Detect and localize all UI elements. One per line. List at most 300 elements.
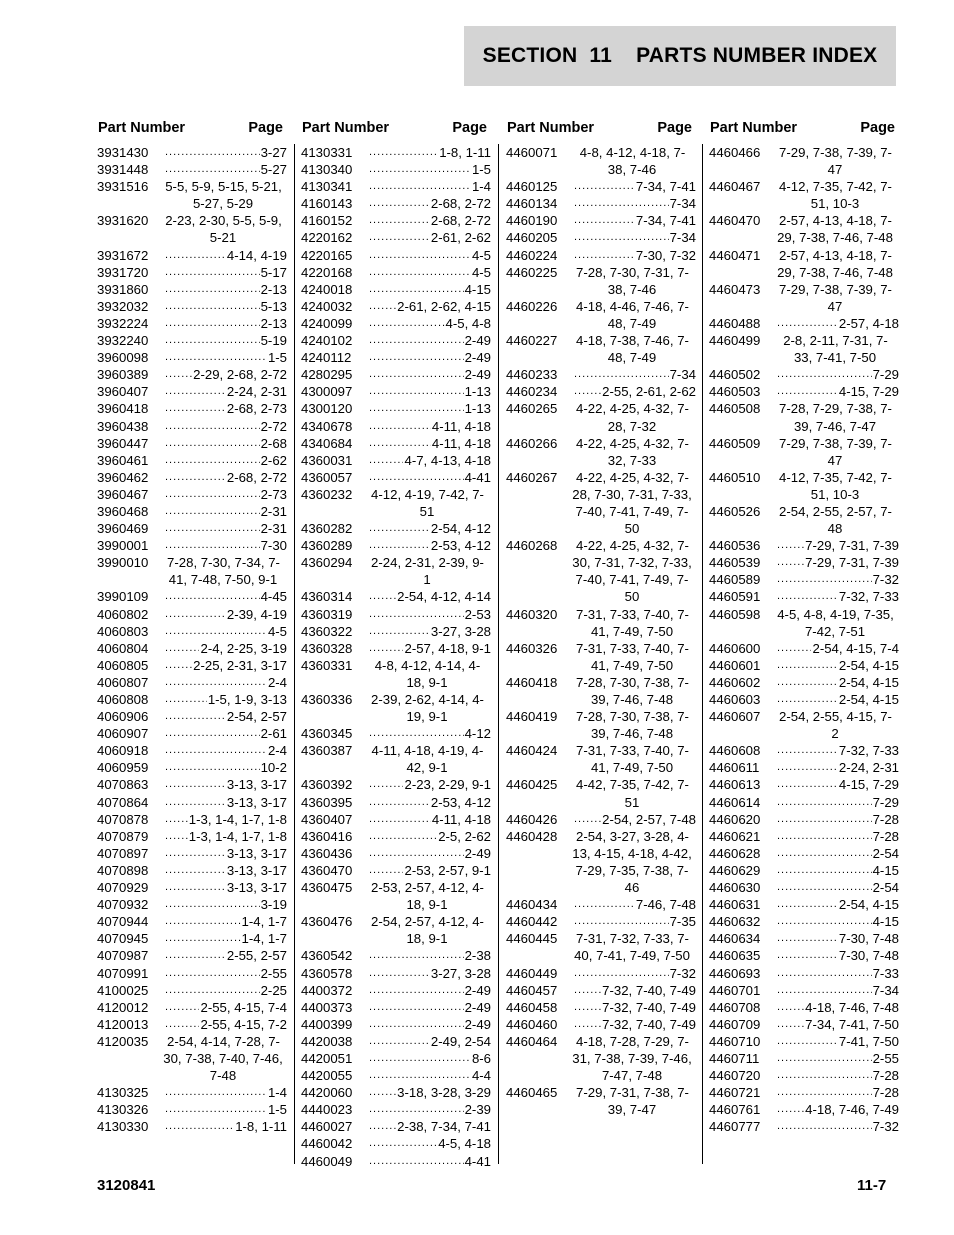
part-number: 4060907 — [97, 726, 149, 742]
page-references — [163, 742, 287, 759]
part-number: 4460460 — [506, 1016, 558, 1032]
index-entry — [97, 178, 287, 212]
dot-leader — [163, 486, 260, 503]
dot-leader — [367, 452, 403, 469]
dot-leader — [775, 828, 872, 845]
part-number: 4360392 — [301, 777, 353, 793]
dot-leader — [367, 520, 430, 537]
index-entry — [506, 537, 696, 605]
page-reference-text: 7-32 — [872, 572, 899, 588]
index-entry — [709, 811, 899, 828]
index-entry — [97, 913, 287, 930]
dot-leader — [367, 195, 430, 212]
part-number: 4460630 — [709, 880, 761, 896]
page-reference-text: 4-5, 4-18 — [438, 1136, 491, 1152]
part-number: 4460473 — [709, 281, 761, 297]
page-reference-text: 4-5, 4-8, 4-19, 7-35, 7-42, 7-51 — [777, 606, 894, 639]
page-references — [775, 811, 899, 828]
dot-leader — [572, 965, 669, 982]
page-reference-text: 7-30, 7-32 — [635, 247, 696, 263]
page-reference-text: 4-42, 7-35, 7-42, 7-51 — [576, 777, 689, 810]
dot-leader — [775, 571, 872, 588]
page-reference-text: 4-11, 4-18, 4-19, 4-42, 9-1 — [371, 743, 484, 776]
index-entry — [97, 811, 287, 828]
part-number: 3931620 — [97, 213, 149, 229]
index-entry — [709, 178, 899, 212]
dot-leader — [367, 588, 396, 605]
index-entry — [301, 247, 491, 264]
page-reference-text: 2-13 — [260, 315, 287, 331]
index-entry — [97, 264, 287, 281]
page-references — [367, 452, 491, 469]
page-reference-text: 7-28 — [872, 1068, 899, 1084]
page-reference-text: 2-57, 4-13, 4-18, 7-29, 7-38, 7-46, 7-48 — [777, 247, 893, 280]
index-entry — [301, 1101, 491, 1118]
page-reference-text: 7-28, 7-30, 7-34, 7-41, 7-48, 7-50, 9-1 — [167, 555, 280, 588]
index-entry — [709, 400, 899, 434]
page-references — [163, 708, 287, 725]
part-number: 4360282 — [301, 521, 353, 537]
dot-leader — [367, 623, 430, 640]
part-number-header: Part Number — [710, 120, 798, 136]
dot-leader — [163, 349, 267, 366]
dot-leader — [775, 315, 838, 332]
dot-leader — [775, 947, 838, 964]
part-number: 4420051 — [301, 1050, 353, 1066]
part-number: 4130325 — [97, 1085, 149, 1101]
page-references — [775, 281, 899, 315]
page-references — [163, 776, 287, 793]
part-number: 4240102 — [301, 333, 353, 349]
page-references — [572, 400, 696, 434]
index-entry — [301, 794, 491, 811]
page-reference-text: 2-68 — [260, 435, 287, 451]
index-entry — [506, 982, 696, 999]
page-reference-text: 1-8, 1-11 — [439, 145, 491, 160]
dot-leader — [163, 982, 260, 999]
page-references — [775, 1101, 899, 1118]
dot-leader — [163, 520, 260, 537]
part-number: 4460267 — [506, 469, 558, 485]
part-number: 4420038 — [301, 1033, 353, 1049]
index-entry — [301, 776, 491, 793]
page-references — [367, 298, 491, 315]
index-entry — [709, 1067, 899, 1084]
column-header — [301, 120, 491, 138]
dot-leader — [367, 1135, 437, 1152]
index-entry — [301, 588, 491, 605]
dot-leader — [572, 366, 669, 383]
page-reference-text: 4-22, 4-25, 4-32, 7-32, 7-33 — [576, 435, 689, 468]
page-references — [775, 776, 899, 793]
page-references — [775, 913, 899, 930]
index-entry — [709, 708, 899, 742]
page-reference-text: 4-18, 7-46, 7-49 — [805, 1102, 899, 1118]
part-number: 4130330 — [97, 1119, 149, 1135]
dot-leader — [572, 999, 601, 1016]
page-references — [775, 178, 899, 212]
page-references — [163, 674, 287, 691]
part-number: 4460508 — [709, 401, 761, 417]
index-entry — [97, 794, 287, 811]
part-number: 4460510 — [709, 469, 761, 485]
page-references — [163, 315, 287, 332]
part-number: 4460536 — [709, 538, 761, 554]
dot-leader — [163, 965, 260, 982]
page-reference-text: 7-32 — [669, 965, 696, 981]
page-references — [367, 247, 491, 264]
index-entry — [97, 640, 287, 657]
index-entry — [709, 571, 899, 588]
page-references — [775, 947, 899, 964]
part-number: 4460598 — [709, 606, 761, 622]
page-references — [775, 606, 899, 640]
page-reference-text: 2-4 — [267, 674, 287, 690]
page-reference-text: 2-54, 4-12 — [430, 521, 491, 537]
part-number: 4340684 — [301, 435, 353, 451]
index-entry — [97, 828, 287, 845]
column-divider — [702, 144, 703, 1164]
page-references — [367, 1033, 491, 1050]
page-header: Page — [248, 120, 283, 136]
page-reference-text: 3-13, 3-17 — [226, 862, 287, 878]
index-entry — [709, 828, 899, 845]
index-entry — [506, 828, 696, 896]
part-number: 4460488 — [709, 315, 761, 331]
part-number: 4460761 — [709, 1102, 761, 1118]
index-entry — [709, 366, 899, 383]
index-entry — [97, 144, 287, 161]
part-number-header: Part Number — [98, 120, 186, 136]
dot-leader — [367, 606, 464, 623]
index-entry — [506, 195, 696, 212]
part-number: 4070945 — [97, 931, 149, 947]
part-number: 4070898 — [97, 862, 149, 878]
page-references — [367, 845, 491, 862]
page-reference-text: 2-4, 2-25, 3-19 — [200, 640, 287, 656]
part-number: 3960469 — [97, 521, 149, 537]
dot-leader — [367, 811, 431, 828]
dot-leader — [367, 418, 431, 435]
part-number: 4300120 — [301, 401, 353, 417]
part-number: 4460613 — [709, 777, 761, 793]
part-number: 4460125 — [506, 179, 558, 195]
column-header — [97, 120, 287, 138]
index-entry — [709, 1101, 899, 1118]
dot-leader — [367, 862, 403, 879]
part-number: 4460600 — [709, 640, 761, 656]
page-references — [572, 606, 696, 640]
part-number: 4460635 — [709, 948, 761, 964]
page-reference-text: 7-34, 7-41, 7-50 — [805, 1016, 899, 1032]
part-number: 4360057 — [301, 469, 353, 485]
page-references — [775, 366, 899, 383]
page-references — [163, 879, 287, 896]
index-entry — [301, 452, 491, 469]
page-references — [367, 691, 491, 725]
index-entry — [709, 742, 899, 759]
index-entry — [506, 1084, 696, 1118]
part-number: 4460539 — [709, 555, 761, 571]
index-entry — [97, 366, 287, 383]
part-number: 3960389 — [97, 367, 149, 383]
page-reference-text: 1-5, 1-9, 3-13 — [207, 692, 287, 707]
dot-leader — [775, 588, 838, 605]
dot-leader — [163, 862, 226, 879]
page-references — [367, 161, 491, 178]
page-reference-text: 1-5 — [471, 162, 491, 178]
index-entry — [301, 1135, 491, 1152]
index-entry — [506, 400, 696, 434]
page-references — [163, 862, 287, 879]
page-reference-text: 7-28, 7-30, 7-38, 7-39, 7-46, 7-48 — [576, 709, 689, 742]
page-references — [367, 1153, 491, 1170]
index-entry — [97, 896, 287, 913]
page-references — [572, 298, 696, 332]
page-reference-text: 8-6 — [471, 1050, 491, 1066]
page-reference-text: 2-55, 2-61, 2-62 — [602, 384, 696, 400]
page-reference-text: 2-54, 4-15, 7-4 — [812, 640, 899, 656]
page-references — [163, 947, 287, 964]
dot-leader — [163, 947, 226, 964]
page-reference-text: 2-31 — [260, 521, 287, 537]
part-number: 3931720 — [97, 264, 149, 280]
page-references — [163, 400, 287, 417]
index-entry — [301, 383, 491, 400]
page-reference-text: 2-39, 4-19 — [226, 606, 287, 622]
part-number: 4460777 — [709, 1119, 761, 1135]
page-reference-text: 2-49 — [464, 367, 491, 383]
page-reference-text: 2-23, 2-29, 9-1 — [404, 777, 491, 793]
page-references — [367, 554, 491, 588]
page-reference-text: 7-29, 7-38, 7-39, 7-47 — [779, 435, 892, 468]
page-reference-text: 2-54, 4-15 — [838, 657, 899, 673]
part-number: 4220162 — [301, 230, 353, 246]
index-entry — [709, 862, 899, 879]
page-references — [163, 896, 287, 913]
page-references — [163, 264, 287, 281]
page-reference-text: 2-62 — [260, 452, 287, 468]
index-entry — [709, 776, 899, 793]
part-number: 4220165 — [301, 247, 353, 263]
page-references — [775, 794, 899, 811]
part-number: 4130331 — [301, 145, 353, 160]
dot-leader — [163, 247, 226, 264]
page-reference-text: 4-15 — [872, 914, 899, 930]
index-entry — [506, 144, 696, 178]
dot-leader — [367, 537, 430, 554]
page-references — [572, 674, 696, 708]
page-references — [367, 1135, 491, 1152]
page-references — [775, 144, 899, 178]
page-reference-text: 5-5, 5-9, 5-15, 5-21, 5-27, 5-29 — [165, 179, 282, 212]
page-references — [367, 366, 491, 383]
dot-leader — [163, 418, 260, 435]
part-number: 4460265 — [506, 401, 558, 417]
part-number: 4360289 — [301, 538, 353, 554]
page-references — [775, 982, 899, 999]
part-number: 4460526 — [709, 503, 761, 519]
page-reference-text: 1-4 — [471, 179, 491, 195]
dot-leader — [367, 1153, 464, 1170]
dot-leader — [775, 554, 804, 571]
page-reference-text: 1-4, 1-7 — [241, 931, 287, 947]
page-reference-text: 3-13, 3-17 — [226, 794, 287, 810]
dot-leader — [163, 144, 260, 161]
part-number: 4460320 — [506, 606, 558, 622]
page-reference-text: 7-32 — [872, 1119, 899, 1135]
index-entry — [709, 435, 899, 469]
page-reference-text: 2-49, 2-54 — [430, 1033, 491, 1049]
page-reference-text: 7-31, 7-33, 7-40, 7-41, 7-49, 7-50 — [576, 640, 689, 673]
part-number: 4460434 — [506, 897, 558, 913]
page-reference-text: 7-29, 7-38, 7-39, 7-47 — [779, 145, 892, 178]
index-entry — [301, 161, 491, 178]
dot-leader — [163, 759, 260, 776]
page-references — [163, 845, 287, 862]
page-references — [367, 537, 491, 554]
index-entry — [97, 708, 287, 725]
index-entry — [506, 999, 696, 1016]
page-references — [367, 623, 491, 640]
dot-leader — [775, 845, 872, 862]
page-references — [775, 503, 899, 537]
part-number: 4460465 — [506, 1085, 558, 1101]
part-number: 3960418 — [97, 401, 149, 417]
part-number: 4360319 — [301, 606, 353, 622]
page-references — [163, 588, 287, 605]
page-reference-text: 2-49 — [464, 333, 491, 349]
page-references — [367, 520, 491, 537]
index-entry — [301, 554, 491, 588]
page-references — [775, 930, 899, 947]
dot-leader — [775, 1033, 838, 1050]
part-number: 3931860 — [97, 281, 149, 297]
page-references — [367, 264, 491, 281]
page-references — [367, 332, 491, 349]
page-references — [367, 1067, 491, 1084]
page-reference-text: 7-30, 7-48 — [838, 948, 899, 964]
dot-leader — [367, 828, 437, 845]
page-reference-text: 2-4 — [267, 743, 287, 759]
page-references — [367, 178, 491, 195]
page-references — [572, 708, 696, 742]
page-references — [572, 913, 696, 930]
page-references — [572, 982, 696, 999]
page-references — [572, 366, 696, 383]
page-references — [367, 195, 491, 212]
index-entry — [97, 1101, 287, 1118]
page-references — [163, 520, 287, 537]
page-reference-text: 4-7, 4-13, 4-18 — [404, 452, 491, 468]
page-references — [775, 469, 899, 503]
index-entry — [709, 913, 899, 930]
part-number: 4460710 — [709, 1033, 761, 1049]
part-number: 4120013 — [97, 1016, 149, 1032]
page-reference-text: 7-35 — [669, 914, 696, 930]
dot-leader — [163, 503, 260, 520]
page-reference-text: 7-46, 7-48 — [635, 897, 696, 913]
page-references — [367, 794, 491, 811]
dot-leader — [367, 1067, 471, 1084]
page-references — [367, 606, 491, 623]
page-reference-text: 1-13 — [464, 401, 491, 417]
page-reference-text: 4-12, 7-35, 7-42, 7-51, 10-3 — [779, 469, 892, 502]
index-entry — [301, 281, 491, 298]
page-reference-text: 4-15, 7-29 — [838, 384, 899, 400]
index-entry — [709, 759, 899, 776]
index-entry — [97, 469, 287, 486]
dot-leader — [163, 452, 260, 469]
page-references — [163, 212, 287, 246]
page-references — [572, 742, 696, 776]
part-number: 4100025 — [97, 982, 149, 998]
dot-leader — [367, 982, 464, 999]
index-entry — [97, 298, 287, 315]
page-references — [163, 298, 287, 315]
dot-leader — [367, 315, 445, 332]
part-number: 4460611 — [709, 760, 760, 776]
index-entry — [301, 862, 491, 879]
dot-leader — [775, 1016, 804, 1033]
page-reference-text: 2-55, 2-57 — [226, 948, 287, 964]
page-references — [367, 588, 491, 605]
part-number: 4460502 — [709, 367, 761, 383]
index-entry — [301, 400, 491, 417]
dot-leader — [775, 913, 872, 930]
index-entry — [301, 486, 491, 520]
page-reference-text: 2-53, 4-12 — [430, 538, 491, 554]
page-references — [163, 554, 287, 588]
page-references — [572, 178, 696, 195]
index-entry — [709, 1033, 899, 1050]
page-reference-text: 2-25, 2-31, 3-17 — [193, 657, 287, 673]
index-entry — [506, 332, 696, 366]
index-entry — [97, 247, 287, 264]
dot-leader — [163, 606, 226, 623]
page-references — [572, 212, 696, 229]
index-entry — [97, 776, 287, 793]
index-entry — [97, 452, 287, 469]
part-number: 4360395 — [301, 794, 353, 810]
part-number: 4460467 — [709, 179, 761, 195]
part-number: 4360336 — [301, 692, 353, 707]
index-entry — [301, 366, 491, 383]
part-number: 3960467 — [97, 486, 149, 502]
dot-leader — [367, 349, 464, 366]
dot-leader — [775, 1118, 872, 1135]
index-entry — [709, 503, 899, 537]
index-entry — [301, 435, 491, 452]
page-references — [163, 930, 287, 947]
dot-leader — [367, 469, 464, 486]
part-number: 4460709 — [709, 1016, 761, 1032]
part-number: 4460629 — [709, 862, 761, 878]
index-entry — [97, 982, 287, 999]
page-reference-text: 2-24, 2-31, 2-39, 9-1 — [371, 555, 484, 588]
page-reference-text: 2-73 — [260, 486, 287, 502]
page-reference-text: 7-34, 7-41 — [635, 213, 696, 229]
dot-leader — [163, 999, 199, 1016]
page-references — [367, 913, 491, 947]
dot-leader — [163, 469, 226, 486]
part-number: 4460449 — [506, 965, 558, 981]
page-reference-text: 2-55 — [260, 965, 287, 981]
part-number: 4460602 — [709, 674, 761, 690]
part-number: 4460701 — [709, 982, 761, 998]
dot-leader — [775, 982, 872, 999]
page-references — [367, 229, 491, 246]
